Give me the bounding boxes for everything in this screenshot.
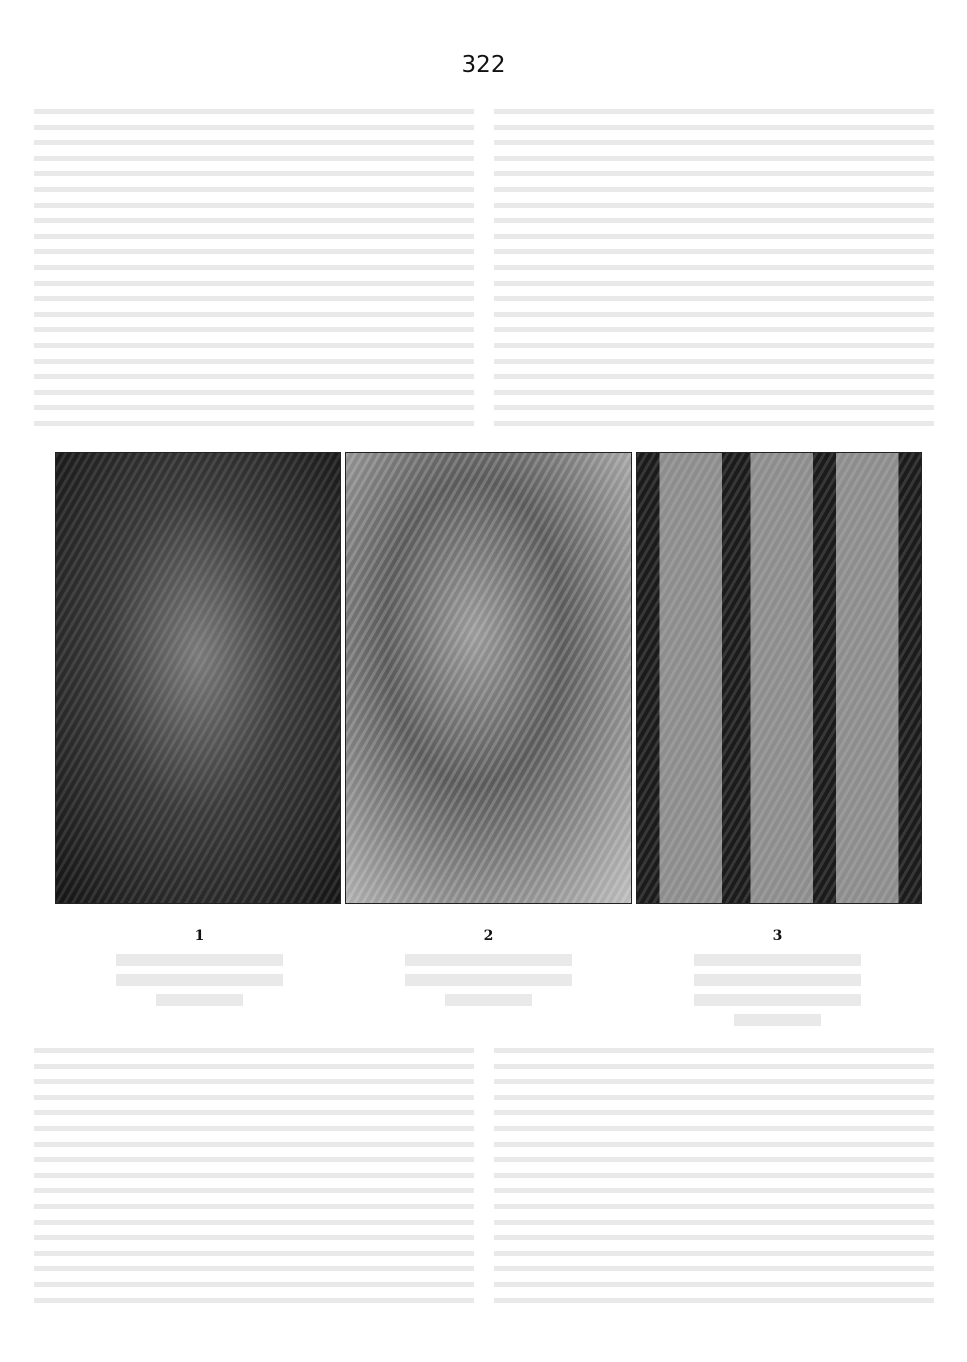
body-text-line: [34, 244, 474, 260]
body-text-line: [494, 1246, 934, 1262]
body-text-line: [34, 1105, 474, 1121]
figure-1-caption: [55, 928, 344, 1038]
column-top-right: [494, 104, 934, 444]
caption-line: [734, 1014, 821, 1026]
body-text-line: [494, 120, 934, 136]
caption-line: [156, 994, 243, 1006]
body-text-line: [494, 1074, 934, 1090]
body-text-line: [34, 291, 474, 307]
body-text-line: [34, 1152, 474, 1168]
body-text-line: [494, 213, 934, 229]
body-text-line: [494, 104, 934, 120]
body-text-line: [34, 1059, 474, 1075]
body-text-line: [34, 354, 474, 370]
body-text-line: [494, 244, 934, 260]
body-text-line: [34, 1246, 474, 1262]
body-text-line: [34, 416, 474, 432]
body-text-line: [494, 260, 934, 276]
body-text-line: [34, 1199, 474, 1215]
body-text-line: [494, 1230, 934, 1246]
body-text-line: [494, 1059, 934, 1075]
figure-3-photo: [636, 452, 922, 904]
body-text-line: [494, 1215, 934, 1231]
body-text-line: [34, 1215, 474, 1231]
figure-2-photo: [345, 452, 631, 904]
body-text-line: [34, 385, 474, 401]
caption-line: [445, 994, 532, 1006]
column-top-left: [34, 104, 474, 444]
body-text-line: [494, 135, 934, 151]
body-text-line: [494, 322, 934, 338]
figure-1-number: 1: [194, 928, 205, 944]
running-title-left: [30, 52, 150, 82]
body-text-line: [34, 229, 474, 245]
body-text-line: [494, 1277, 934, 1293]
body-text-line: [34, 1074, 474, 1090]
caption-line: [694, 954, 862, 966]
column-bottom-left: [34, 1043, 474, 1313]
body-text-line: [34, 1043, 474, 1059]
body-text-line: [494, 307, 934, 323]
caption-line: [116, 974, 284, 986]
body-text-line: [34, 1293, 474, 1309]
body-text-line: [34, 1277, 474, 1293]
figure-2-number: 2: [483, 928, 494, 944]
body-text-line: [494, 1183, 934, 1199]
caption-line: [405, 954, 573, 966]
body-text-line: [494, 276, 934, 292]
page-number: 322: [461, 52, 506, 78]
body-text-line: [494, 1199, 934, 1215]
body-text-line: [494, 229, 934, 245]
body-text-line: [34, 307, 474, 323]
body-text-line: [34, 151, 474, 167]
body-text-line: [34, 182, 474, 198]
body-text-line: [34, 120, 474, 136]
caption-line: [694, 974, 862, 986]
body-text-line: [494, 182, 934, 198]
body-text-line: [34, 1168, 474, 1184]
figure-captions: [55, 928, 922, 1038]
body-text-line: [494, 291, 934, 307]
body-text-line: [34, 1137, 474, 1153]
body-text-line: [34, 260, 474, 276]
body-text-line: [34, 135, 474, 151]
page-header: [30, 52, 937, 92]
body-text-line: [34, 1090, 474, 1106]
body-text-line: [494, 400, 934, 416]
body-text-line: [34, 1230, 474, 1246]
body-text-line: [494, 166, 934, 182]
body-text-line: [34, 213, 474, 229]
body-text-line: [34, 276, 474, 292]
body-text-line: [494, 1090, 934, 1106]
figure-2-caption: [344, 928, 633, 1038]
body-text-line: [494, 354, 934, 370]
body-text-line: [34, 369, 474, 385]
caption-line: [116, 954, 284, 966]
body-text-line: [494, 1261, 934, 1277]
body-text-line: [494, 198, 934, 214]
body-text-line: [494, 369, 934, 385]
body-text-line: [494, 1168, 934, 1184]
body-text-line: [494, 416, 934, 432]
body-text-line: [494, 151, 934, 167]
body-text-line: [34, 198, 474, 214]
body-text-line: [494, 1105, 934, 1121]
body-text-line: [494, 1152, 934, 1168]
caption-line: [694, 994, 862, 1006]
body-text-line: [34, 1261, 474, 1277]
body-text-line: [34, 166, 474, 182]
running-title-right: [817, 52, 937, 82]
caption-line: [405, 974, 573, 986]
body-text-line: [494, 1121, 934, 1137]
body-text-line: [34, 104, 474, 120]
figure-3-caption: [633, 928, 922, 1038]
figure-plates: [55, 452, 922, 904]
column-bottom-right: [494, 1043, 934, 1313]
body-text-line: [34, 400, 474, 416]
body-text-line: [494, 1043, 934, 1059]
body-text-line: [34, 1121, 474, 1137]
body-text-line: [34, 1183, 474, 1199]
body-text-line: [34, 322, 474, 338]
body-text-line: [494, 1137, 934, 1153]
body-text-line: [494, 385, 934, 401]
body-text-line: [494, 338, 934, 354]
figure-1-photo: [55, 452, 341, 904]
body-text-line: [34, 338, 474, 354]
body-text-line: [494, 1293, 934, 1309]
figure-3-number: 3: [772, 928, 783, 944]
